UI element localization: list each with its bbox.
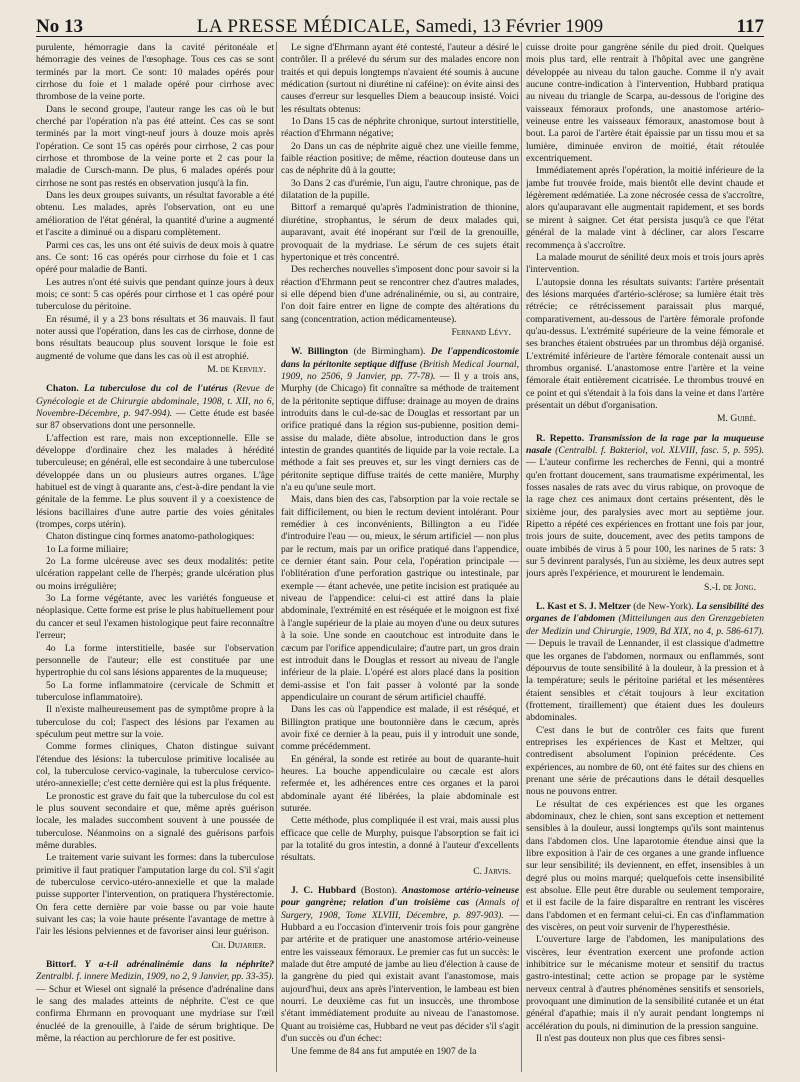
paragraph: Bittorf a remarqué qu'après l'administration de thionine, diurétine, strophantus, le sérum de deux malades qui, auparavant, avait été inopérant sur l'œil de la grenouille, provoquait de la mydriase. Le sérum de ces sujets était hypertonique et très concentré. <box>281 202 519 263</box>
paragraph: 4o La forme interstitielle, basée sur l'observation personnelle de l'auteur; elle est constituée par une hypertrophie du col sans lésions apparentes de la muqueuse; <box>36 642 274 679</box>
paragraph: Chaton distingue cinq formes anatomo-pathologiques: <box>46 531 255 543</box>
abstract-title: Anastomose artério-veineuse pour gangrène; relation d'un troisième cas <box>281 885 519 909</box>
column-divider <box>276 42 277 1072</box>
paragraph: Il n'existe malheureusement pas de symptôme propre à la tuberculose du col; l'aspect des lésions par l'examen au spéculum peut mettre sur la voie. <box>36 704 274 740</box>
paragraph: L'ouverture large de l'abdomen, les manipulations des viscères, leur éventration exercent une profonde action inhibitrice sur le mécanisme moteur et sensitif du tractus gastro-intestinal; cette action se propage par le système nerveux central à d'autres phénomènes sensitifs et sensoriels, provoquant une diminution de la sensibilité cutanée et un état général d'apathie; mais il n'y aurait pendant longtemps ni accélération du pouls, ni diminution de la pression sanguine. <box>526 934 764 1032</box>
paragraph: Une femme de 84 ans fut amputée en 1907 de la <box>291 1045 477 1057</box>
paragraph: Dans les cas où l'appendice est malade, il est réséqué, et Billington pratique une boutonnière dans le cæcum, après avoir fixé ce dernier à la peau, puis il y introduit une sonde, comme précédemment. <box>281 704 519 753</box>
paragraph: Les autres n'ont été suivis que pendant quinze jours à deux mois; ce sont: 5 cas opérés pour cirrhose et 1 cas opéré pour tuberculose du péritoine. <box>36 276 274 313</box>
author-origin: (de Birmingham). <box>348 346 426 358</box>
abstract-heading <box>281 885 519 1045</box>
paragraph: 5o La forme inflammatoire (cervicale de Schmitt et tuberculose inflammatoire). <box>36 679 274 703</box>
abstract-heading <box>526 601 764 724</box>
paragraph: 3o Dans 2 cas d'urémie, l'un aigu, l'autre chronique, pas de dilatation de la pupille. <box>281 177 519 202</box>
paragraph: Des recherches nouvelles s'imposent donc pour savoir si la réaction d'Ehrmann peut se rencontrer chez d'autres malades, si elle dépend bien d'une adrénalinémie, ou si, au contraire, l'on doit faire entrer en ligne de compte des altérations du sang (concentration, action médicamenteuse). <box>281 264 519 325</box>
abstract-title: De l'appendicostomie dans la péritonite septique diffuse <box>281 346 519 370</box>
paragraph: La malade mourut de sénilité deux mois et trois jours après l'intervention. <box>526 251 764 276</box>
issue-date: Samedi, 13 Février 1909 <box>410 16 604 37</box>
bibliographic-reference: (Mitteilungen aus den Grenzgebieten der Medizin und Chirurgie, 1909, Bd XIX, no 4, p. 586-617). <box>526 613 764 637</box>
abstract-author: Bittorf. <box>46 959 77 971</box>
author-origin: (de New-York). <box>630 601 694 613</box>
author-signature: M. de Kervily. <box>207 363 266 375</box>
bibliographic-reference: (Annals of Surgery, 1908, Tome XLVIII, Décembre, p. 897-903). <box>281 897 519 921</box>
abstract-author: R. Repetto. <box>536 432 585 444</box>
paragraph: 1o La forme miliaire; <box>46 543 129 555</box>
abstract-title: La sensibilité des organes de l'abdomen <box>526 601 764 625</box>
author-signature: M. Guibé. <box>717 413 756 425</box>
abstract-title: La tuberculose du col de l'utérus <box>78 383 228 395</box>
bibliographic-reference: Zentralbl. f. innere Medizin, 1909, no 2, 9 Janvier, pp. 33-35). <box>36 971 274 983</box>
paragraph: purulente, hémorragie dans la cavité péritonéale et hémorragie des veines de l'œsophage. Tous ces cas se sont terminés par la mort. Ce sont: 10 malades opérés pour cirrhose du foie et 1 malade opéré pour cirrhose avec thrombose de la veine porte. <box>36 42 274 103</box>
paragraph: En général, la sonde est retirée au bout de quarante-huit heures. La bouche appendiculaire ou cæcale est alors refermée et, les adhérences entre ces organes et la paroi abdominale ayant été libérées, la plaie abdominale est suturée. <box>281 753 519 814</box>
abstract-heading <box>281 346 519 494</box>
author-signature: Fernand Lévy. <box>451 326 511 338</box>
paragraph: Comme formes cliniques, Chaton distingue suivant l'étendue des lésions: la tuberculose primitive localisée au col, la tuberculose cervico-vaginale, la tuberculose cervico-utéro-annexielle; c'est cette dernière qui est la plus fréquente. <box>36 741 274 790</box>
bibliographic-reference: (Revue de Gynécologie et de Chirurgie abdominale, 1908, t. XII, no 6, Novembre-Décembre, p. 947-994). <box>36 383 274 419</box>
paragraph: 2o Dans un cas de néphrite aiguë chez une vieille femme, faible réaction positive; de même, réaction douteuse dans un cas de néphrite dû à la goutte; <box>281 140 519 177</box>
abstract-text: — Hubbard a eu l'occasion d'intervenir trois fois pour gangrène par artérite et de pratiquer une anastomose artério-veineuse entre les vaisseaux fémoraux. Le premier cas fut un succès: le malade dut être amputé de jambe au lieu d'élection à cause de la gangrène du pied qui existait avant l'anastomose, mais aujourd'hui, deux ans après l'intervention, le lambeau est bien nourri. Le deuxième cas fut un insuccès, une thrombose s'étant immédiatement produite au niveau de l'anastomose. Quant au troisième cas, Hubbard ne veut pas décider s'il s'agit d'un succès ou d'un échec: <box>281 909 519 1045</box>
paragraph: Cette méthode, plus compliquée il est vrai, mais aussi plus efficace que celle de Murphy, puisque l'absorption se fait ici par la totalité du gros intestin, a donné à l'auteur d'excellents résultats. <box>281 815 519 864</box>
abstract-heading <box>526 433 764 581</box>
abstract-title: Y a-t-il adrénalinémie dans la néphrite? <box>76 959 274 971</box>
author-signature: Ch. Dujarier. <box>211 939 266 951</box>
paragraph: cuisse droite pour gangrène sénile du pied droit. Quelques mois plus tard, elle rentrait à l'hôpital avec une gangrène développée au niveau du talon gauche. Comme il n'y avait aucune contre-indication à l'intervention, Hubbard pratiqua au niveau du triangle de Scarpa, au-dessous de l'origine des vaisseaux fémoraux profonds, une anastomose artério-veineuse entre les vaisseaux fémoraux, anastomose bout à bout. La paroi de l'artère était épaissie par un tissu mou et sa lumière, diminuée environ de moitié, était rétoulée excentriquement. <box>526 42 764 165</box>
abstract-author: Chaton. <box>46 383 79 395</box>
page-header <box>36 14 764 42</box>
paragraph: Le pronostic est grave du fait que la tuberculose du col est le plus souvent secondaire et que, même après guérison locale, les malades succombent souvent à une poussée de tuberculose. Néanmoins on a signalé des guérisons parfois même durables. <box>36 790 274 851</box>
abstract-author: W. Billington <box>291 346 349 358</box>
text-column-2 <box>281 42 519 1078</box>
paragraph: 3o La forme végétante, avec les variétés fongueuse et néoplasique. Cette forme est prise le plus habituellement pour du cancer et seul l'examen histologique peut faire reconnaître l'erreur; <box>36 593 274 642</box>
running-title <box>36 16 764 38</box>
paragraph: L'affection est rare, mais non exceptionnelle. Elle se développe d'ordinaire chez les malades à hérédité tuberculeuse; en général, elle est secondaire à une tuberculose développée dans un ou plusieurs autres organes. L'âge habituel est de vingt à quarante ans, c'est-à-dire pendant la vie génitale de la femme. Le plus souvent il y a coexistence de lésions bacillaires d'une autre partie des voies génitales (trompes, corps utérin). <box>36 432 274 531</box>
paragraph: Le résultat de ces expériences est que les organes abdominaux, chez le chien, sont sans exception et nettement sensibles à la douleur, aussi longtemps qu'ils sont maintenus dans l'abdomen clos. Une laparotomie étendue ainsi que la libre exposition à l'air de ces organes a une grande influence sur leur sensibilité; ils deviennent, en effet, insensibles à un degré plus ou moins marqué; quelquefois cette insensibilité est absolue. Elle peut être durable ou seulement temporaire, et il est facile de la faire disparaître en rentrant les viscères dans l'abdomen et en fermant celui-ci. En cas d'inflammation des viscères, on peut voir survenir de l'hyperesthésie. <box>526 798 764 934</box>
abstract-author: L. Kast et S. J. Meltzer <box>536 601 631 613</box>
author-signature: S.-I. de Jong. <box>704 581 756 593</box>
abstract-text: — L'auteur confirme les recherches de Fenni, qui a montré qu'en frottant doucement, sans traumatisme expérimental, les fosses nasales de rats avec du virus rabique, on provoque de la rage chez ces animaux dont certains présentent, dès le sixième jour, des paralysies avec mort au septième jour. Ripetto a répété ces expériences en frottant une fois par jour, trois jours de suite, doucement, avec des petits tampons de ouate imbibés de virus à 5 pour 100, les narines de 5 rats: 3 sur 5 devinrent paralysés, l'un au sixième, les deux autres sept jours après l'expérience, et moururent le lendemain. <box>526 457 764 580</box>
abstract-author: J. C. Hubbard <box>291 885 356 897</box>
abstract-text: — Il y a trois ans, Murphy (de Chicago) fit connaître sa méthode de traitement de la péritonite septique diffuse: drainage au moyen de drains introduits dans le cul-de-sac de Douglas et ressortant par un orifice pratiqué dans la région sus-pubienne, position demi-assise du malade, diète absolue, introduction dans le gros intestin de grandes quantités de liquide par la voie rectale. La méthode a fait ses preuves et, sur les vingt derniers cas de péritonite septique diffuse traités de cette manière, Murphy n'a eu qu'une seule mort. <box>281 370 519 494</box>
paragraph: C'est dans le but de contrôler ces faits que furent entreprises les expériences de Kast et Meltzer, qui contredisent absolument l'opinion précédente. Ces expériences, au nombre de 60, ont été faites sur des chiens en prenant une série de précautions dans le détail desquelles nous ne pouvons entrer. <box>526 724 764 798</box>
abstract-text: — Cette étude est basée sur 87 observations dont une personnelle. <box>36 407 274 432</box>
paragraph: Parmi ces cas, les uns ont été suivis de deux mois à quatre ans. Ce sont: 16 cas opérés pour cirrhose du foie et 1 cas opéré pour maladie de Banti. <box>36 239 274 276</box>
paragraph: 1o Dans 15 cas de néphrite chronique, surtout interstitielle, réaction d'Ehrmann négative; <box>281 116 519 140</box>
paragraph: Immédiatement après l'opération, la moitié inférieure de la jambe fut trouvée froide, mais bientôt elle devint chaude et légèrement œdématiée. La zone nécrosée cessa de s'accroître, alors qu'auparavant elle augmentait rapidement, et ses bords se mirent à saigner. Cet état persista jusqu'à ce que l'état général de la malade vint à décliner, car alors l'escarre recommença à s'accroître. <box>526 165 764 251</box>
paragraph: Le signe d'Ehrmann ayant été contesté, l'auteur a désiré le contrôler. Il a prélevé du sérum sur des malades encore non traités et qui depuis longtemps n'avaient été soumis à aucune médication (surtout ni diurétine ni caféine): on évite ainsi des causes d'erreur sur lesquelles Diem a beaucoup insisté. Voici les résultats obtenus: <box>281 42 519 115</box>
text-column-3 <box>526 42 764 1078</box>
column-divider <box>521 42 522 1072</box>
bibliographic-reference: (Centralbl. f. Bakteriol, vol. XLVIII, fasc. 5, p. 595). <box>551 445 764 456</box>
paragraph: En résumé, il y a 23 bons résultats et 36 mauvais. Il faut noter aussi que l'opération, dans les cas de cirrhose, donne de bons résultats beaucoup plus souvent lorsque le foie est augmenté de volume que dans les cas où il est atrophié. <box>36 313 274 362</box>
paragraph: Dans les deux groupes suivants, un résultat favorable a été obtenu. Les malades, après l'observation, ont eu une amélioration de l'état général, la quantité d'urine a augmenté et l'ascite a diminué ou a disparu complètement. <box>36 190 274 239</box>
paragraph: L'autopsie donna les résultats suivants: l'artère présentait des lésions marquées d'artério-sclérose; sa lumière était très rétrécie; ce rétrécissement paraissait plus marqué, comparativement, au-dessous de l'artère fémorale profonde qu'au-dessus. L'extrémité supérieure de la veine fémorale et ses branches étaient obstruées par un thrombus déjà organisé. L'extrémité inférieure de l'artère fémorale contenait aussi un thrombus organisé. L'anastomose entre l'artère et la veine fémorale était entièrement cicatrisée. Le thrombus trouvé en ce point et qui s'étendait à la fois dans la veine et dans l'artère présentait un début d'organisation. <box>526 276 764 411</box>
bibliographic-reference: (British Medical Journal, 1909, no 2506, 9 Janvier, pp. 77-78). <box>281 358 519 382</box>
abstract-title: Transmission de la rage par la muqueuse nasale <box>526 432 764 456</box>
abstract-text: — Schur et Wiesel ont signalé la présence d'adrénaline dans le sang des malades atteints de néphrite. C'est ce que confirma Ehrmann en provoquant une mydriase sur l'œil énucléé de la grenouille, à l'aide de sérum brightique. De même, la réaction au perchlorure de fer est positive. <box>36 983 274 1045</box>
abstract-heading <box>36 383 274 432</box>
author-origin: (Boston). <box>355 885 397 897</box>
page-number-left: No 13 <box>36 16 83 37</box>
journal-name: LA PRESSE MÉDICALE, <box>196 16 411 37</box>
abstract-text: — Depuis le travail de Lennander, il est classique d'admettre que les organes de l'abdomen, normaux ou enflammés, sont dépourvus de toute sensibilité à la douleur, à la pression et à la température; seuls le péritoine pariétal et les mésentères étaient sensibles et c'était toujours à leur excitation (frottement, tiraillement) que étaient dues les douleurs abdominales. <box>526 638 764 724</box>
abstract-heading <box>36 959 274 1045</box>
paragraph: Le traitement varie suivant les formes: dans la tuberculose primitive il faut pratiquer l'amputation large du col. S'il s'agit de tuberculose cervico-utéro-annexielle et que la malade puisse supporter l'intervention, on pratiquera l'hystérectomie. On fera cette dernière par voie basse ou par voie haute suivant les cas; la voie haute présente l'avantage de mettre à l'air les lésions pelviennes et de favoriser ainsi leur guérison. <box>36 852 274 938</box>
page-number-right: 117 <box>736 16 764 37</box>
paragraph: Il n'est pas douteux non plus que ces fibres sensi- <box>536 1033 726 1045</box>
paragraph: Dans le second groupe, l'auteur range les cas où le but cherché par l'opération n'a pas été atteint. Ces cas se sont terminés par la mort vingt-neuf jours à douze mois après l'opération. Ce sont 15 cas opérés pour cirrhose, 2 cas pour cirrhose et thrombose de la veine porte et 2 cas pour la maladie de Cursch-mann. De plus, 6 malades opérés pour cirrhose ne sont pas restés en observation jusqu'à la fin. <box>36 103 274 189</box>
paragraph: 2o La forme ulcéreuse avec ses deux modalités: petite ulcération rappelant celle de l'herpès; grande ulcération plus ou moins irrégulière; <box>36 556 274 592</box>
paragraph: Mais, dans bien des cas, l'absorption par la voie rectale se fait difficilement, ou bien le rectum devient intolérant. Pour remédier à ces inconvénients, Billington a eu l'idée d'introduire l'eau — ou, mieux, le sérum artificiel — non plus par le rectum, mais par un orifice pratiqué dans l'appendice, ce dernier étant sain. Pour cela, l'opération principale — l'oblitération d'une perforation gastrique ou intestinale, par exemple — étant achevée, une petite incision est pratiquée au niveau de l'appendice: celui-ci est attiré dans la plaie abdominale, l'extrémité en est réséquée et le moignon est fixé à l'angle supérieur de la plaie au moyen d'une ou deux sutures à la soie. Une sonde en caoutchouc est introduite dans le cæcum par l'orifice appendiculaire; d'autre part, un gros drain est introduit dans le Douglas et ressort au niveau de l'angle inférieur de la plaie. L'opéré est alors placé dans la position demi-assise et l'on fait passer à volonté par la sonde appendiculaire un courant de sérum artificiel chauffé. <box>281 494 519 703</box>
author-signature: C. Jarvis. <box>473 865 511 877</box>
header-rule <box>36 36 764 37</box>
text-column-1 <box>36 42 274 1078</box>
